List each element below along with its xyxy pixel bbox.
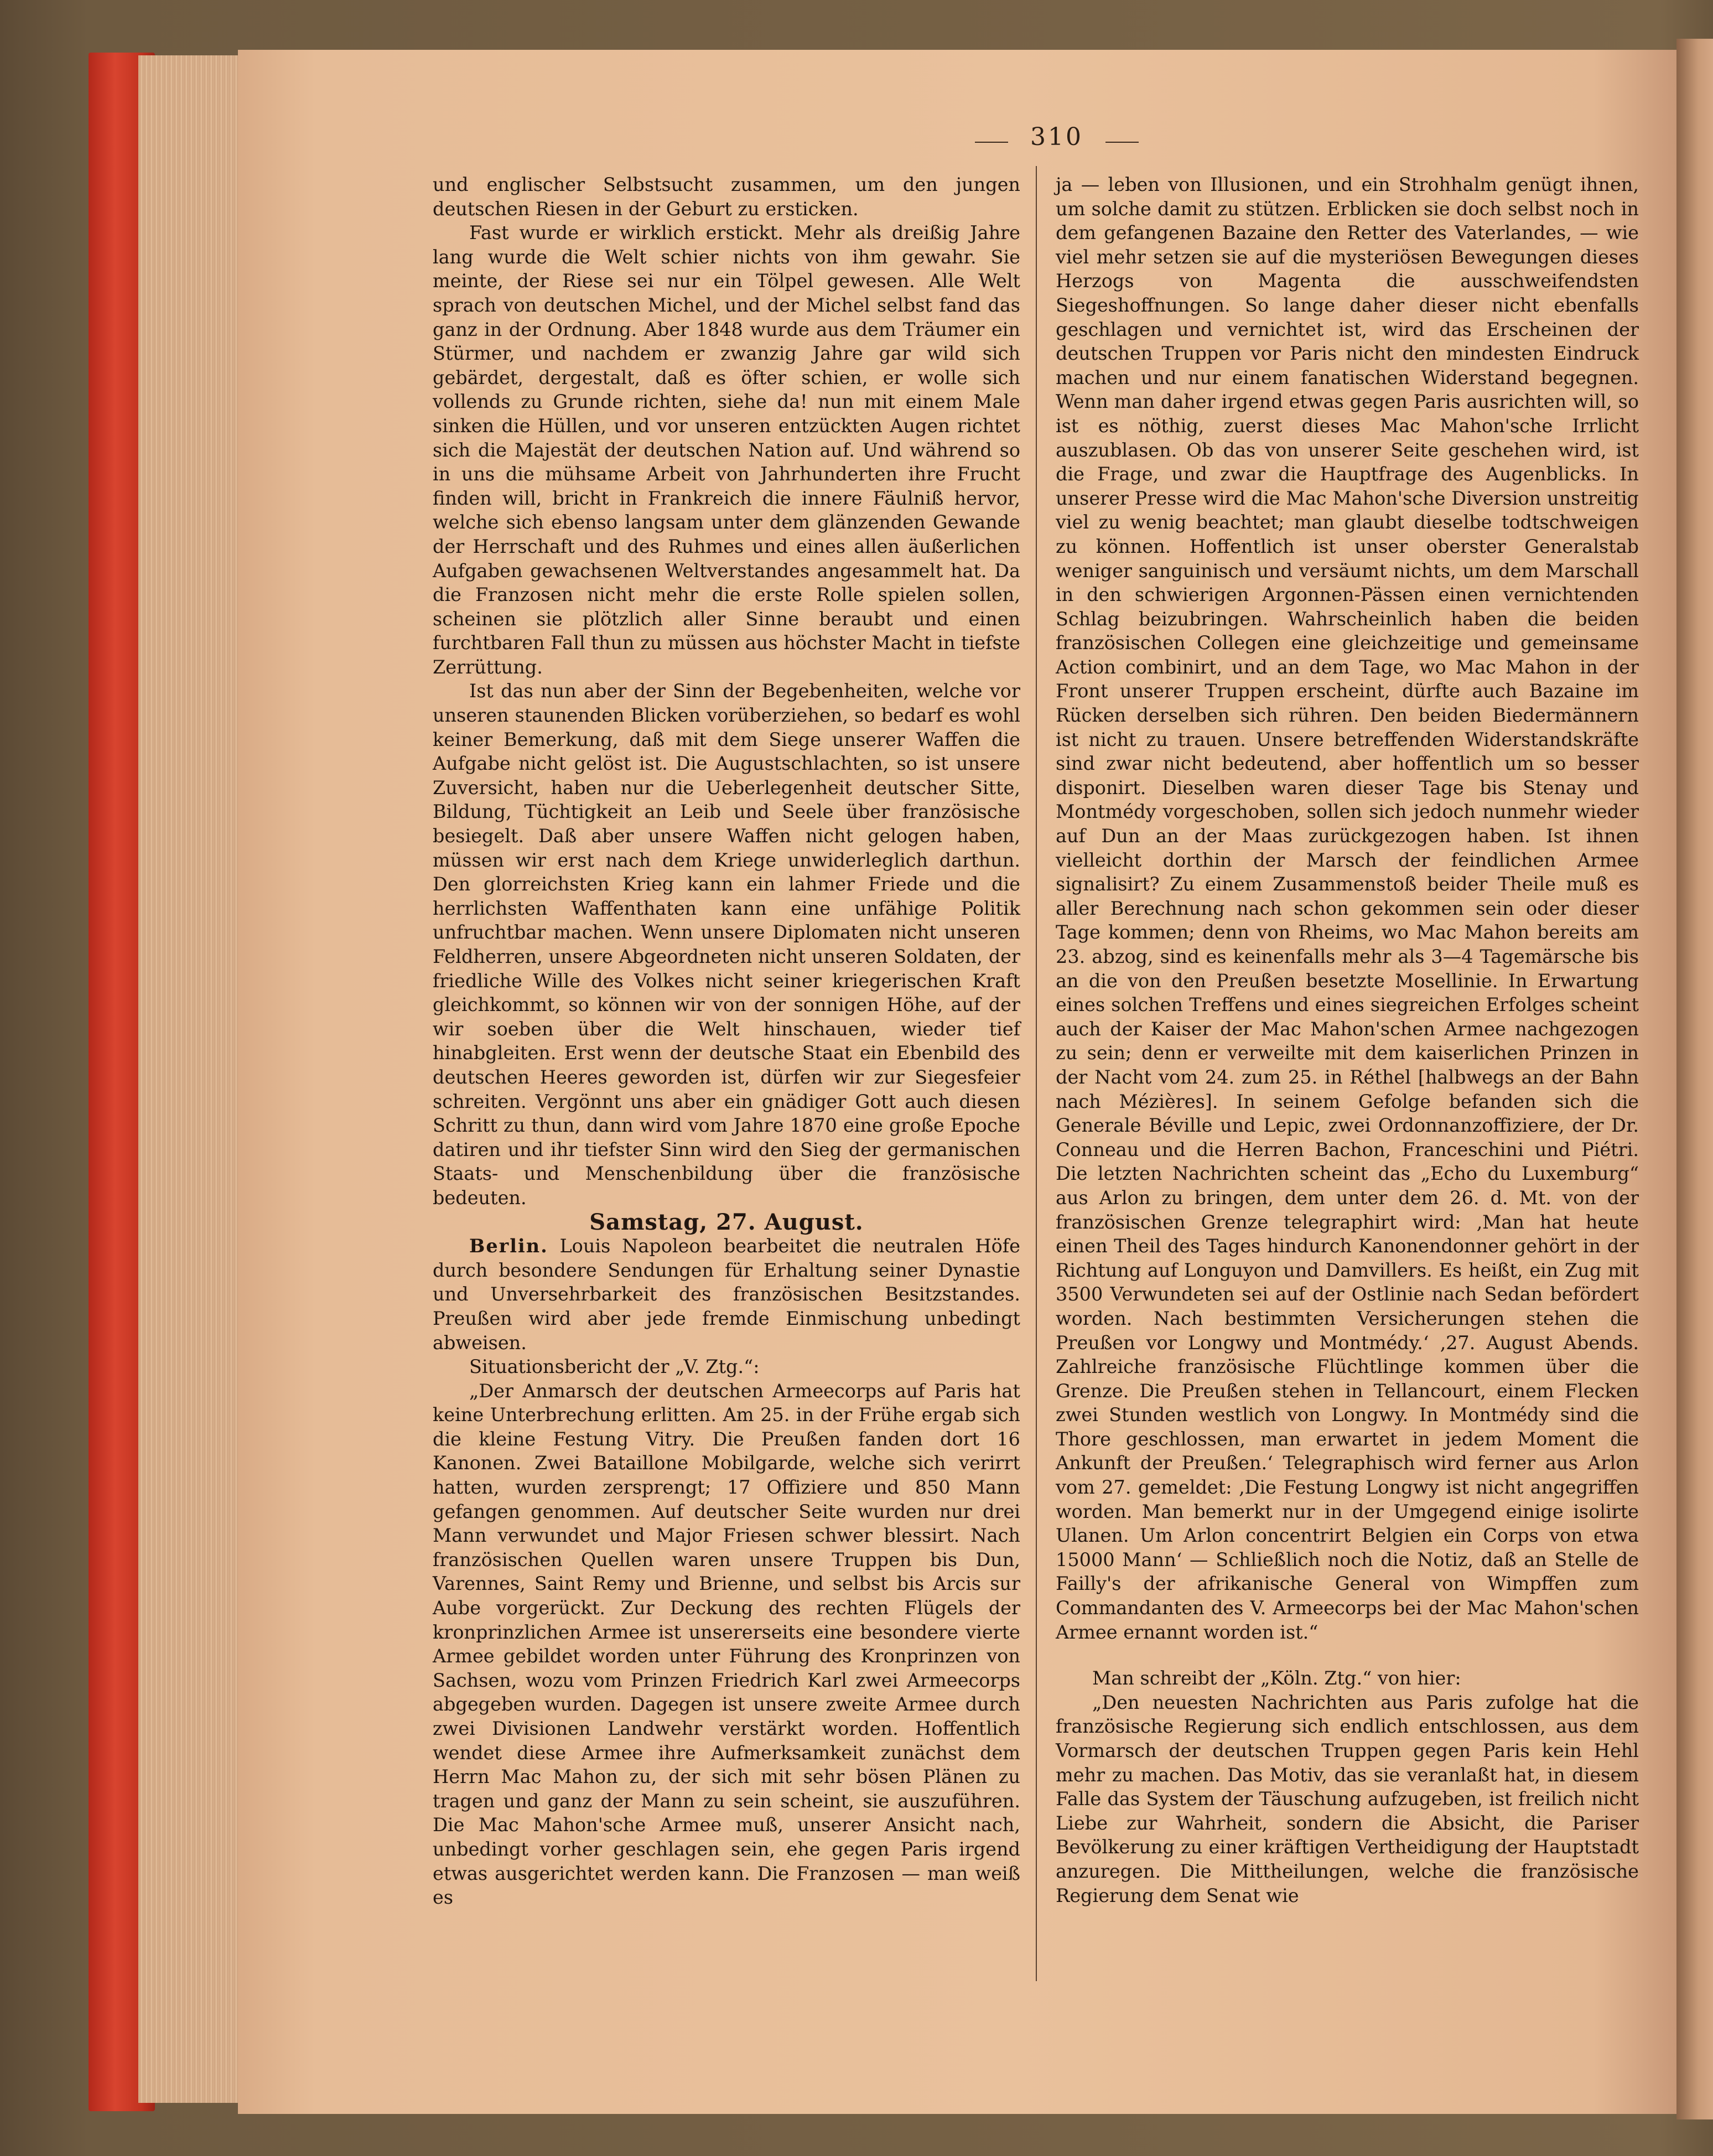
paragraph: ja — leben von Illusionen, und ein Strohhalm genügt ihnen, um solche damit zu stützen. Erblicken sie doch selbst noch in dem gefangenen Bazaine den Retter des Vaterlandes, — wie viel mehr setzen sie auf die mysteriösen Bewegungen dieses Herzogs von Magenta die ausschweifendsten Siegeshoffnungen. So lange daher dieser nicht ebenfalls geschlagen und vernichtet ist, wird das Erscheinen der deutschen Truppen vor Paris nicht den mindesten Eindruck machen und nur einem fanatischen Widerstand begegnen. Wenn man daher irgend etwas gegen Paris ausrichten will, so ist es nöthig, zuerst dieses Mac Mahon'sche Irrlicht auszublasen. Ob das von unserer Seite geschehen wird, ist die Frage, und zwar die Hauptfrage des Augenblicks. In unserer Presse wird die Mac Mahon'sche Diversion unstreitig viel zu wenig beachtet; man glaubt dieselbe todtschweigen zu können. Hoffentlich ist unser oberster Generalstab weniger sanguinisch und versäumt nichts, um dem Marschall in den schwierigen Argonnen-Pässen einen vernichtenden Schlag beizubringen. Wahrscheinlich haben die beiden französischen Collegen eine gleichzeitige und gemeinsame Action combinirt, und an dem Tage, wo Mac Mahon in der Front unserer Truppen erscheint, dürfte auch Bazaine im Rücken derselben sich rühren. Den beiden Biedermännern ist nicht zu trauen. Unsere betreffenden Widerstandskräfte sind zwar nicht bedeutend, aber hoffentlich um so besser disponirt. Dieselben waren dieser Tage bis Stenay und Montmédy vorgeschoben, sollen sich jedoch nunmehr wieder auf Dun an der Maas zurückgezogen haben. Ist ihnen vielleicht dorthin der Marsch der feindlichen Armee signalisirt? Zu einem Zusammenstoß beider Theile muß es aller Berechnung nach schon gekommen sein oder dieser Tage kommen; denn von Rheims, wo Mac Mahon bereits am 23. abzog, sind es keinenfalls mehr als 3—4 Tagemärsche bis an die von den Preußen besetzte Mosellinie. In Erwartung eines solchen Treffens und eines siegreichen Erfolges scheint auch der Kaiser der Mac Mahon'schen Armee nachgezogen zu sein; denn er verweilte mit dem kaiserlichen Prinzen in der Nacht vom 24. zum 25. in Réthel [halbwegs an der Bahn nach Mézières]. In seinem Gefolge befanden sich die Generale Béville und Lepic, zwei Ordonnanzoffiziere, der Dr. Conneau und die Herren Bachon, Franceschini und Piétri. Die letzten Nachrichten scheint das „Echo du Luxemburg“ aus Arlon zu bringen, dem unter dem 26. d. Mt. von der französischen Grenze telegraphirt wird: ‚Man hat heute einen Theil des Tages hindurch Kanonendonner gehört in der Richtung auf Longuyon und Damvillers. Es heißt, ein Zug mit 3500 Verwundeten sei auf der Ostlinie nach Sedan befördert worden. Nach bestimmten Versicherungen stehen die Preußen vor Longwy und Montmédy.‘ ‚27. August Abends. Zahlreiche französische Flüchtlinge kommen über die Grenze. Die Preußen stehen in Tellancourt, einem Flecken zwei Stunden westlich von Longwy. In Montmédy sind die Thore geschlossen, man erwartet in jedem Moment die Ankunft der Preußen.‘ Telegraphisch wird ferner aus Arlon vom 27. gemeldet: ‚Die Festung Longwy ist nicht angegriffen worden. Man bemerkt nur in der Umgegend einige isolirte Ulanen. Um Arlon concentrirt Belgien ein Corps von etwa 15000 Mann‘ — Schließlich noch die Notiz, daß an Stelle de Failly's der afrikanische General von Wimpffen zum Commandanten des V. Armeecorps bei der Mac Mahon'schen Armee ernannt worden ist.“ <box>1056 174 1639 1643</box>
paragraph: und englischer Selbstsucht zusammen, um den jungen deutschen Riesen in der Geburt zu ersticken. <box>433 174 1020 220</box>
dispatch-text: Louis Napoleon bearbeitet die neutralen Höfe durch besondere Sendungen für Erhaltung seiner Dynastie und Unversehrbarkeit des französischen Besitzstandes. Preußen wird aber jede fremde Einmischung unbedingt abweisen. <box>433 1235 1020 1354</box>
dispatch-paragraph <box>433 1234 1020 1355</box>
facing-page-edge <box>1676 39 1713 2119</box>
paragraph: Ist das nun aber der Sinn der Begebenheiten, welche vor unseren staunenden Blicken vorüberziehen, so bedarf es wohl keiner Bemerkung, daß mit dem Siege unserer Waffen die Aufgabe nicht gelöst ist. Die Augustschlachten, so ist unsere Zuversicht, haben nur die Ueberlegenheit deutscher Sitte, Bildung, Tüchtigkeit an Leib und Seele über französische besiegelt. Daß aber unsere Waffen nicht gelogen haben, müssen wir erst nach dem Kriege unwiderleglich darthun. Den glorreichsten Krieg kann ein lahmer Friede und die herrlichsten Waffenthaten kann eine unfähige Politik unfruchtbar machen. Wenn unsere Diplomaten nicht unseren Feldherren, unsere Abgeordneten nicht unseren Soldaten, der friedliche Wille des Volkes nicht seiner kriegerischen Kraft gleichkommt, so können wir von der sonnigen Höhe, auf der wir soeben über die Welt hinschauen, wieder tief hinabgleiten. Erst wenn der deutsche Staat ein Ebenbild des deutschen Heeres geworden ist, dürfen wir zur Siegesfeier schreiten. Vergönnt uns aber ein gnädiger Gott auch diesen Schritt zu thun, dann wird vom Jahre 1870 eine große Epoche datiren und ihr tiefster Sinn wird den Sieg der germanischen Staats- und Menschenbildung über die französische bedeuten. <box>433 680 1020 1209</box>
column-divider <box>1036 166 1037 1981</box>
page-number-rule-right <box>1105 142 1139 143</box>
left-column <box>433 173 1020 1910</box>
right-column <box>1056 173 1639 1908</box>
paragraph: Man schreibt der „Köln. Ztg.“ von hier: <box>1092 1667 1461 1689</box>
page-number: 310 <box>1030 123 1083 151</box>
dispatch-place: Berlin. <box>469 1235 548 1257</box>
paragraph: Situationsbericht der „V. Ztg.“: <box>469 1356 760 1378</box>
page-edges <box>138 55 249 2103</box>
spacer <box>1056 1644 1639 1666</box>
date-heading: Samstag, 27. August. <box>589 1209 864 1235</box>
paragraph: Fast wurde er wirklich erstickt. Mehr als dreißig Jahre lang wurde die Welt schier nichts von ihm gewahr. Sie meinte, der Riese sei nur ein Tölpel gewesen. Alle Welt sprach von deutschen Michel, und der Michel selbst fand das ganz in der Ordnung. Aber 1848 wurde aus dem Träumer ein Stürmer, und nachdem er zwanzig Jahre gar wild sich gebärdet, dergestalt, daß es öfter schien, er wolle sich vollends zu Grunde richten, siehe da! nun mit einem Male sinken die Hüllen, und vor unseren entzückten Augen richtet sich die Majestät der deutschen Nation auf. Und während so in uns die mühsame Arbeit von Jahrhunderten ihre Frucht finden will, bricht in Frankreich die innere Fäulniß hervor, welche sich ebenso langsam unter dem glänzenden Gewande der Herrschaft und des Ruhmes und eines allen äußerlichen Aufgaben gewachsenen Weltverstandes angesammelt hat. Da die Franzosen nicht mehr die erste Rolle spielen sollen, scheinen sie plötzlich aller Sinne beraubt und einen furchtbaren Fall thun zu müssen aus höchster Macht in tiefste Zerrüttung. <box>433 222 1020 678</box>
quoted-report: „Den neuesten Nachrichten aus Paris zufolge hat die französische Regierung sich endlich entschlossen, aus dem Vormarsch der deutschen Truppen gegen Paris kein Hehl mehr zu machen. Das Motiv, das sie veranlaßt hat, in diesem Falle das System der Täuschung aufzugeben, ist freilich nicht Liebe zur Wahrheit, sondern die Absicht, die Pariser Bevölkerung zu einer kräftigen Vertheidigung der Hauptstadt anzuregen. Die Mittheilungen, welche die französische Regierung dem Senat wie <box>1056 1691 1639 1906</box>
quoted-report: „Der Anmarsch der deutschen Armeecorps auf Paris hat keine Unterbrechung erlitten. Am 25. in der Frühe ergab sich die kleine Festung Vitry. Die Preußen fanden dort 16 Kanonen. Zwei Bataillone Mobilgarde, welche sich verirrt hatten, wurden zersprengt; 17 Offiziere und 850 Mann gefangen genommen. Auf deutscher Seite wurden nur drei Mann verwundet und Major Friesen schwer blessirt. Nach französischen Quellen waren unsere Truppen bis Dun, Varennes, Saint Remy und Brienne, und selbst bis Arcis sur Aube vorgerückt. Zur Deckung des rechten Flügels der kronprinzlichen Armee ist unsererseits eine besondere vierte Armee gebildet worden unter Führung des Kronprinzen von Sachsen, wozu vom Prinzen Friedrich Karl zwei Armeecorps abgegeben wurden. Dagegen ist unsere zweite Armee durch zwei Divisionen Landwehr verstärkt worden. Hoffentlich wendet diese Armee ihre Aufmerksamkeit zunächst dem Herrn Mac Mahon zu, der sich mit sehr bösen Plänen zu tragen und ganz der Mann zu sein scheint, sie auszuführen. Die Mac Mahon'sche Armee muß, unserer Ansicht nach, unbedingt vorher geschlagen sein, ehe gegen Paris irgend etwas ausgerichtet werden kann. Die Franzosen — man weiß es <box>433 1380 1020 1909</box>
